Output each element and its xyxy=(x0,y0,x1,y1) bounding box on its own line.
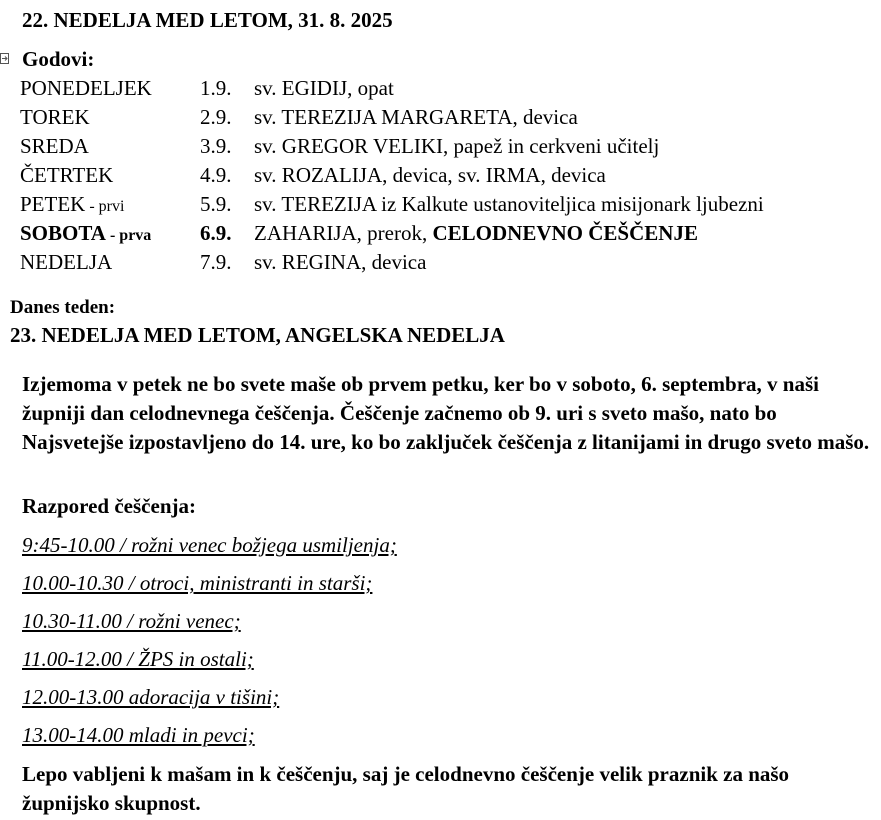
day-suffix: - prva xyxy=(105,227,152,244)
schedule-item: 12.00-13.00 adoracija v tišini; xyxy=(22,685,280,709)
date-cell: 7.9. xyxy=(200,250,232,274)
day-name: SREDA xyxy=(20,134,89,158)
date-cell: 4.9. xyxy=(200,163,232,187)
table-row xyxy=(20,248,764,277)
bulletin-title: 22. NEDELJA MED LETOM, 31. 8. 2025 xyxy=(22,8,393,32)
saint-text: sv. ROZALIJA, devica, sv. IRMA, devica xyxy=(254,163,606,187)
date-cell: 3.9. xyxy=(200,134,232,158)
table-row xyxy=(20,103,764,132)
saint-text: sv. EGIDIJ, opat xyxy=(254,76,394,100)
date-cell: 1.9. xyxy=(200,76,232,100)
day-name: NEDELJA xyxy=(20,250,113,274)
saint-emphasis: CELODNEVNO ČEŠČENJE xyxy=(432,221,698,245)
day-cell xyxy=(20,161,200,190)
day-name: PETEK xyxy=(20,192,86,216)
saint-text: sv. TEREZIJA iz Kalkute ustanoviteljica misijonark ljubezni xyxy=(254,192,764,216)
saint-cell xyxy=(254,103,764,132)
day-name: PONEDELJEK xyxy=(20,76,152,100)
day-cell xyxy=(20,219,200,248)
table-row xyxy=(20,161,764,190)
day-cell xyxy=(20,190,200,219)
saint-cell xyxy=(254,190,764,219)
godovi-heading: Godovi: xyxy=(22,47,95,71)
day-cell xyxy=(20,248,200,277)
saint-cell xyxy=(254,132,764,161)
table-row xyxy=(20,74,764,103)
saint-cell xyxy=(254,219,764,248)
day-name: ČETRTEK xyxy=(20,163,114,187)
schedule-item: 10.00-10.30 / otroci, ministranti in starši; xyxy=(22,571,373,595)
godovi-table xyxy=(20,74,764,277)
table-row xyxy=(20,190,764,219)
next-week-title: 23. NEDELJA MED LETOM, ANGELSKA NEDELJA xyxy=(10,323,505,347)
schedule-item: 11.00-12.00 / ŽPS in ostali; xyxy=(22,647,254,671)
saint-text: ZAHARIJA, prerok, xyxy=(254,221,433,245)
date-cell: 5.9. xyxy=(200,192,232,216)
date-cell: 2.9. xyxy=(200,105,232,129)
date-cell: 6.9. xyxy=(200,221,232,245)
day-cell xyxy=(20,74,200,103)
saint-text: sv. TEREZIJA MARGARETA, devica xyxy=(254,105,578,129)
saint-text: sv. GREGOR VELIKI, papež in cerkveni učitelj xyxy=(254,134,660,158)
closing-paragraph: Lepo vabljeni k mašam in k češčenju, saj je celodnevno češčenje velik praznik za našo župnijsko skupnost. xyxy=(22,762,790,815)
day-name: SOBOTA xyxy=(20,221,106,245)
next-week-label: Danes teden: xyxy=(10,297,116,318)
saint-cell xyxy=(254,74,764,103)
saint-cell xyxy=(254,248,764,277)
anchor-handle-icon[interactable] xyxy=(0,53,9,64)
table-row xyxy=(20,219,764,248)
day-suffix: - prvi xyxy=(85,198,125,215)
schedule-heading: Razpored češčenja: xyxy=(22,494,196,518)
day-name: TOREK xyxy=(20,105,90,129)
schedule-item: 13.00-14.00 mladi in pevci; xyxy=(22,723,255,747)
schedule-list xyxy=(22,530,397,758)
saint-text: sv. REGINA, devica xyxy=(254,250,427,274)
intro-paragraph: Izjemoma v petek ne bo svete maše ob prvem petku, ker bo v soboto, 6. septembra, v naši župniji dan celodnevnega češčenja. Češčenje začnemo ob 9. uri s sveto mašo, nato bo Najsvetejše izpostavljeno do 14. ure, ko bo zaključek češčenja z litanijami in drugo sveto mašo. xyxy=(22,372,870,454)
day-cell xyxy=(20,103,200,132)
saint-cell xyxy=(254,161,764,190)
schedule-item: 10.30-11.00 / rožni venec; xyxy=(22,609,241,633)
schedule-item: 9:45-10.00 / rožni venec božjega usmiljenja; xyxy=(22,533,397,557)
day-cell xyxy=(20,132,200,161)
table-row xyxy=(20,132,764,161)
